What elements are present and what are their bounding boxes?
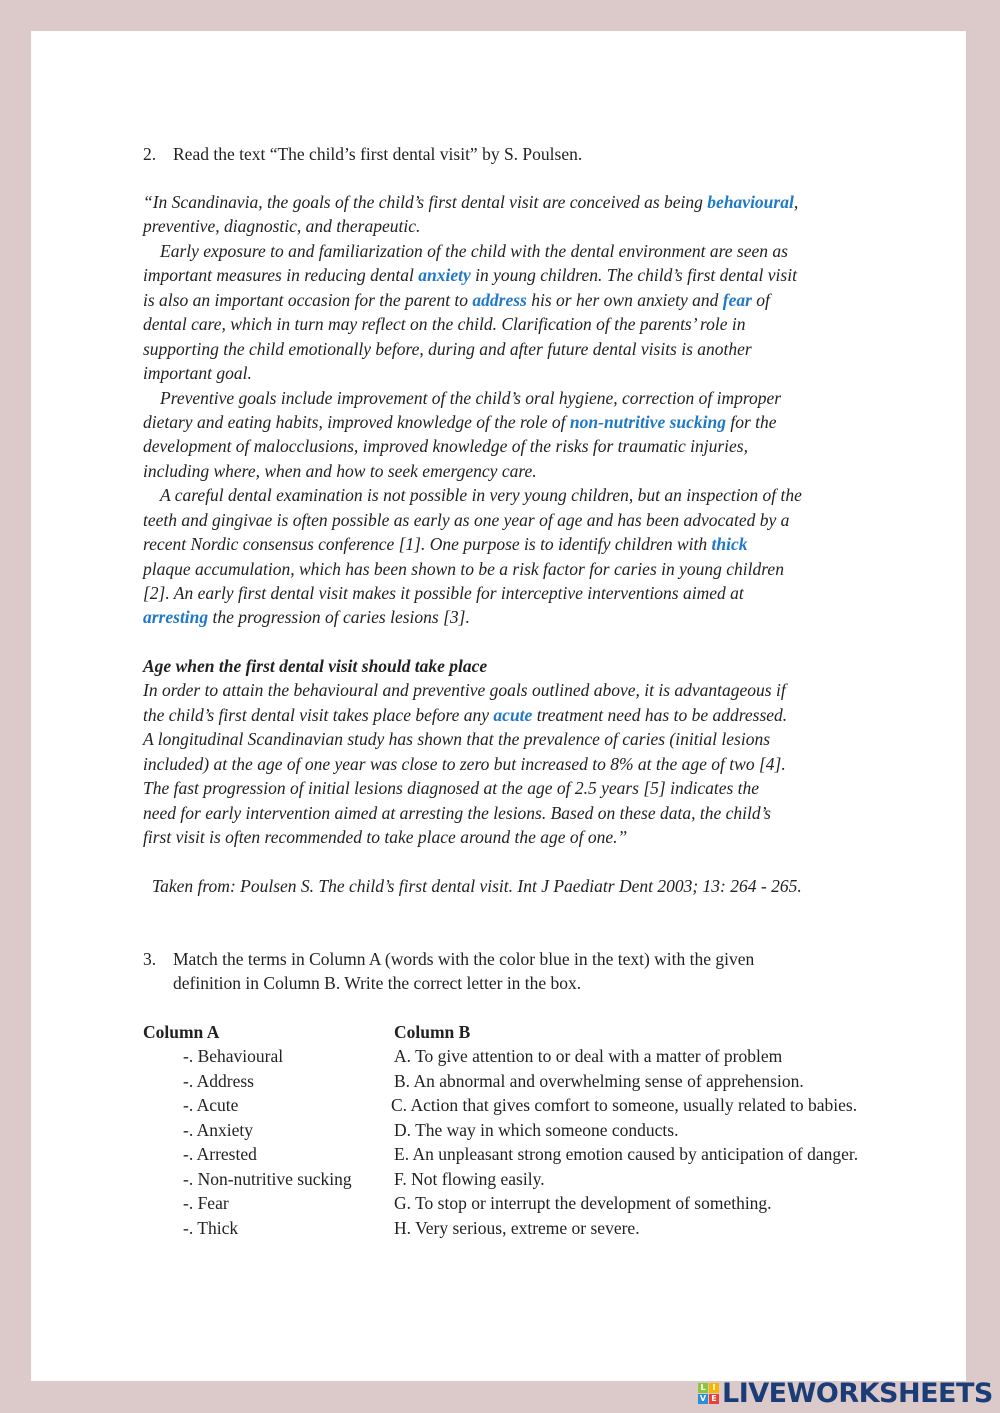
passage-line [143,508,802,532]
section-line [143,727,787,751]
passage-line [143,361,802,385]
column-b-definition: H. Very serious, extreme or severe. [394,1217,640,1238]
text-run: , [793,192,799,212]
question-text-line: definition in Column B. Write the correct letter in the box. [173,973,582,994]
highlighted-term: acute [493,704,533,725]
text-run: In order to attain the behavioural and preventive goals outlined above, it is advantageous if [143,680,786,701]
text-run: “In Scandinavia, the goals of the child’s first dental visit are conceived as being [143,192,708,212]
column-b-definition: D. The way in which someone conducts. [394,1119,679,1140]
match-row [0,1216,1000,1240]
passage-line [143,386,802,410]
section-age [143,654,787,850]
text-run: for the [726,411,777,432]
text-run: The fast progression of initial lesions diagnosed at the age of 2.5 years [5] indicates the [143,778,760,799]
column-a-term: -. Acute [183,1095,239,1116]
question-text: Read the text “The child’s first dental visit” by S. Poulsen. [173,144,583,164]
column-a-header: Column A [143,1022,220,1042]
question-number: 2. [143,144,157,164]
logo-tile: V [699,1393,707,1403]
logo-text: LIVEWORKSHEETS [722,1377,993,1409]
passage-line [143,605,802,629]
text-run: Early exposure to and familiarization of the child with the dental environment are seen as [160,240,788,261]
highlighted-term: anxiety [418,265,471,286]
passage-line [143,337,802,361]
passage-line [143,581,802,605]
text-run: Preventive goals include improvement of the child’s oral hygiene, correction of improper [160,387,782,408]
text-run: teeth and gingivae is often possible as early as one year of age and has been advocated by a [143,509,790,530]
match-row [0,1142,1000,1166]
text-run: A careful dental examination is not possible in very young children, but an inspection of the [160,485,802,506]
column-b-definition: F. Not flowing easily. [394,1168,545,1189]
text-run: including where, when and how to seek emergency care. [143,460,537,481]
column-b-definition: G. To stop or interrupt the development of something. [394,1193,772,1214]
column-b-definition: E. An unpleasant strong emotion caused by anticipation of danger. [394,1144,859,1165]
column-b-definition: C. Action that gives comfort to someone, usually related to babies. [391,1095,858,1116]
text-run: is also an important occasion for the parent to [143,289,473,310]
text-run: his or her own anxiety and [526,289,723,310]
match-row [0,1044,1000,1068]
text-run: treatment need has to be addressed. [532,704,788,725]
question-number: 3. [143,949,157,969]
match-row [0,1069,1000,1093]
text-run: dental care, which in turn may reflect on the child. Clarification of the parents’ role in [143,314,746,335]
section-line [143,752,787,776]
column-a-term: -. Address [183,1070,254,1091]
text-run: in young children. The child’s first dental visit [470,265,797,286]
column-b-definition: B. An abnormal and overwhelming sense of apprehension. [394,1070,804,1091]
section-line [143,801,787,825]
passage-line [143,239,802,263]
passage-line [143,263,802,287]
section-line [143,678,787,702]
column-a-term: -. Thick [183,1217,239,1238]
highlighted-term: fear [722,289,752,310]
passage-line [143,288,802,312]
column-a-term: -. Behavioural [183,1046,284,1067]
live-tiles-icon [698,1383,719,1404]
text-run: the progression of caries lesions [3]. [208,607,470,628]
logo-tile: E [709,1394,719,1404]
text-run: preventive, diagnostic, and therapeutic. [143,216,421,237]
match-row [0,1191,1000,1215]
match-row [0,1118,1000,1142]
text-run: dietary and eating habits, improved knowledge of the role of [143,411,570,432]
passage-line [143,483,802,507]
column-a-term: -. Anxiety [183,1119,253,1140]
highlighted-term: thick [711,534,748,555]
logo-tile: I [709,1383,719,1393]
passage [143,190,802,630]
question-2 [143,142,582,166]
column-a-term: -. Arrested [183,1144,257,1165]
section-heading: Age when the first dental visit should take place [143,656,488,676]
highlighted-term: behavioural [707,192,794,212]
text-run: development of malocclusions, improved knowledge of the risks for traumatic injuries, [143,436,748,457]
passage-line [143,410,802,434]
text-run: of [751,289,770,310]
section-line [143,825,787,849]
liveworksheets-logo [698,1379,993,1407]
passage-line [143,532,802,556]
matching-columns [0,1020,1000,1240]
column-b-header: Column B [394,1022,471,1042]
text-run: supporting the child emotionally before, during and after future dental visits is another [143,338,752,359]
text-run: important goal. [143,363,252,384]
column-b-definition: A. To give attention to or deal with a matter of problem [394,1046,783,1067]
question-text-line: Match the terms in Column A (words with the color blue in the text) with the given [173,949,755,969]
section-line [143,776,787,800]
text-run: important measures in reducing dental [143,265,419,286]
column-a-term: -. Non-nutritive sucking [183,1168,352,1189]
column-a-term: -. Fear [183,1193,229,1214]
passage-line [143,214,802,238]
text-run: first visit is often recommended to take place around the age of one.” [143,827,628,848]
passage-line [143,312,802,336]
highlighted-term: non-nutritive sucking [569,411,726,432]
match-row [0,1167,1000,1191]
passage-line [143,434,802,458]
match-row [0,1093,1000,1117]
text-run: need for early intervention aimed at arresting the lesions. Based on these data, the child’s [143,802,771,823]
text-run: recent Nordic consensus conference [1]. One purpose is to identify children with [143,534,712,555]
passage-line [143,459,802,483]
passage-line [143,190,802,214]
highlighted-term: address [472,289,527,310]
citation: Taken from: Poulsen S. The child’s first dental visit. Int J Paediatr Dent 2003; 13: 264 - 265. [152,876,802,896]
passage-line [143,557,802,581]
text-run: [2]. An early first dental visit makes it possible for interceptive interventions aimed at [143,583,744,603]
text-run: included) at the age of one year was close to zero but increased to 8% at the age of two [4]. [143,753,786,774]
logo-tile: L [698,1383,708,1393]
question-3 [143,947,754,996]
text-run: A longitudinal Scandinavian study has shown that the prevalence of caries (initial lesions [143,729,771,750]
highlighted-term: arresting [143,607,209,628]
section-line [143,703,787,727]
text-run: the child’s first dental visit takes place before any [143,704,494,725]
text-run: plaque accumulation, which has been shown to be a risk factor for caries in young children [143,558,784,579]
